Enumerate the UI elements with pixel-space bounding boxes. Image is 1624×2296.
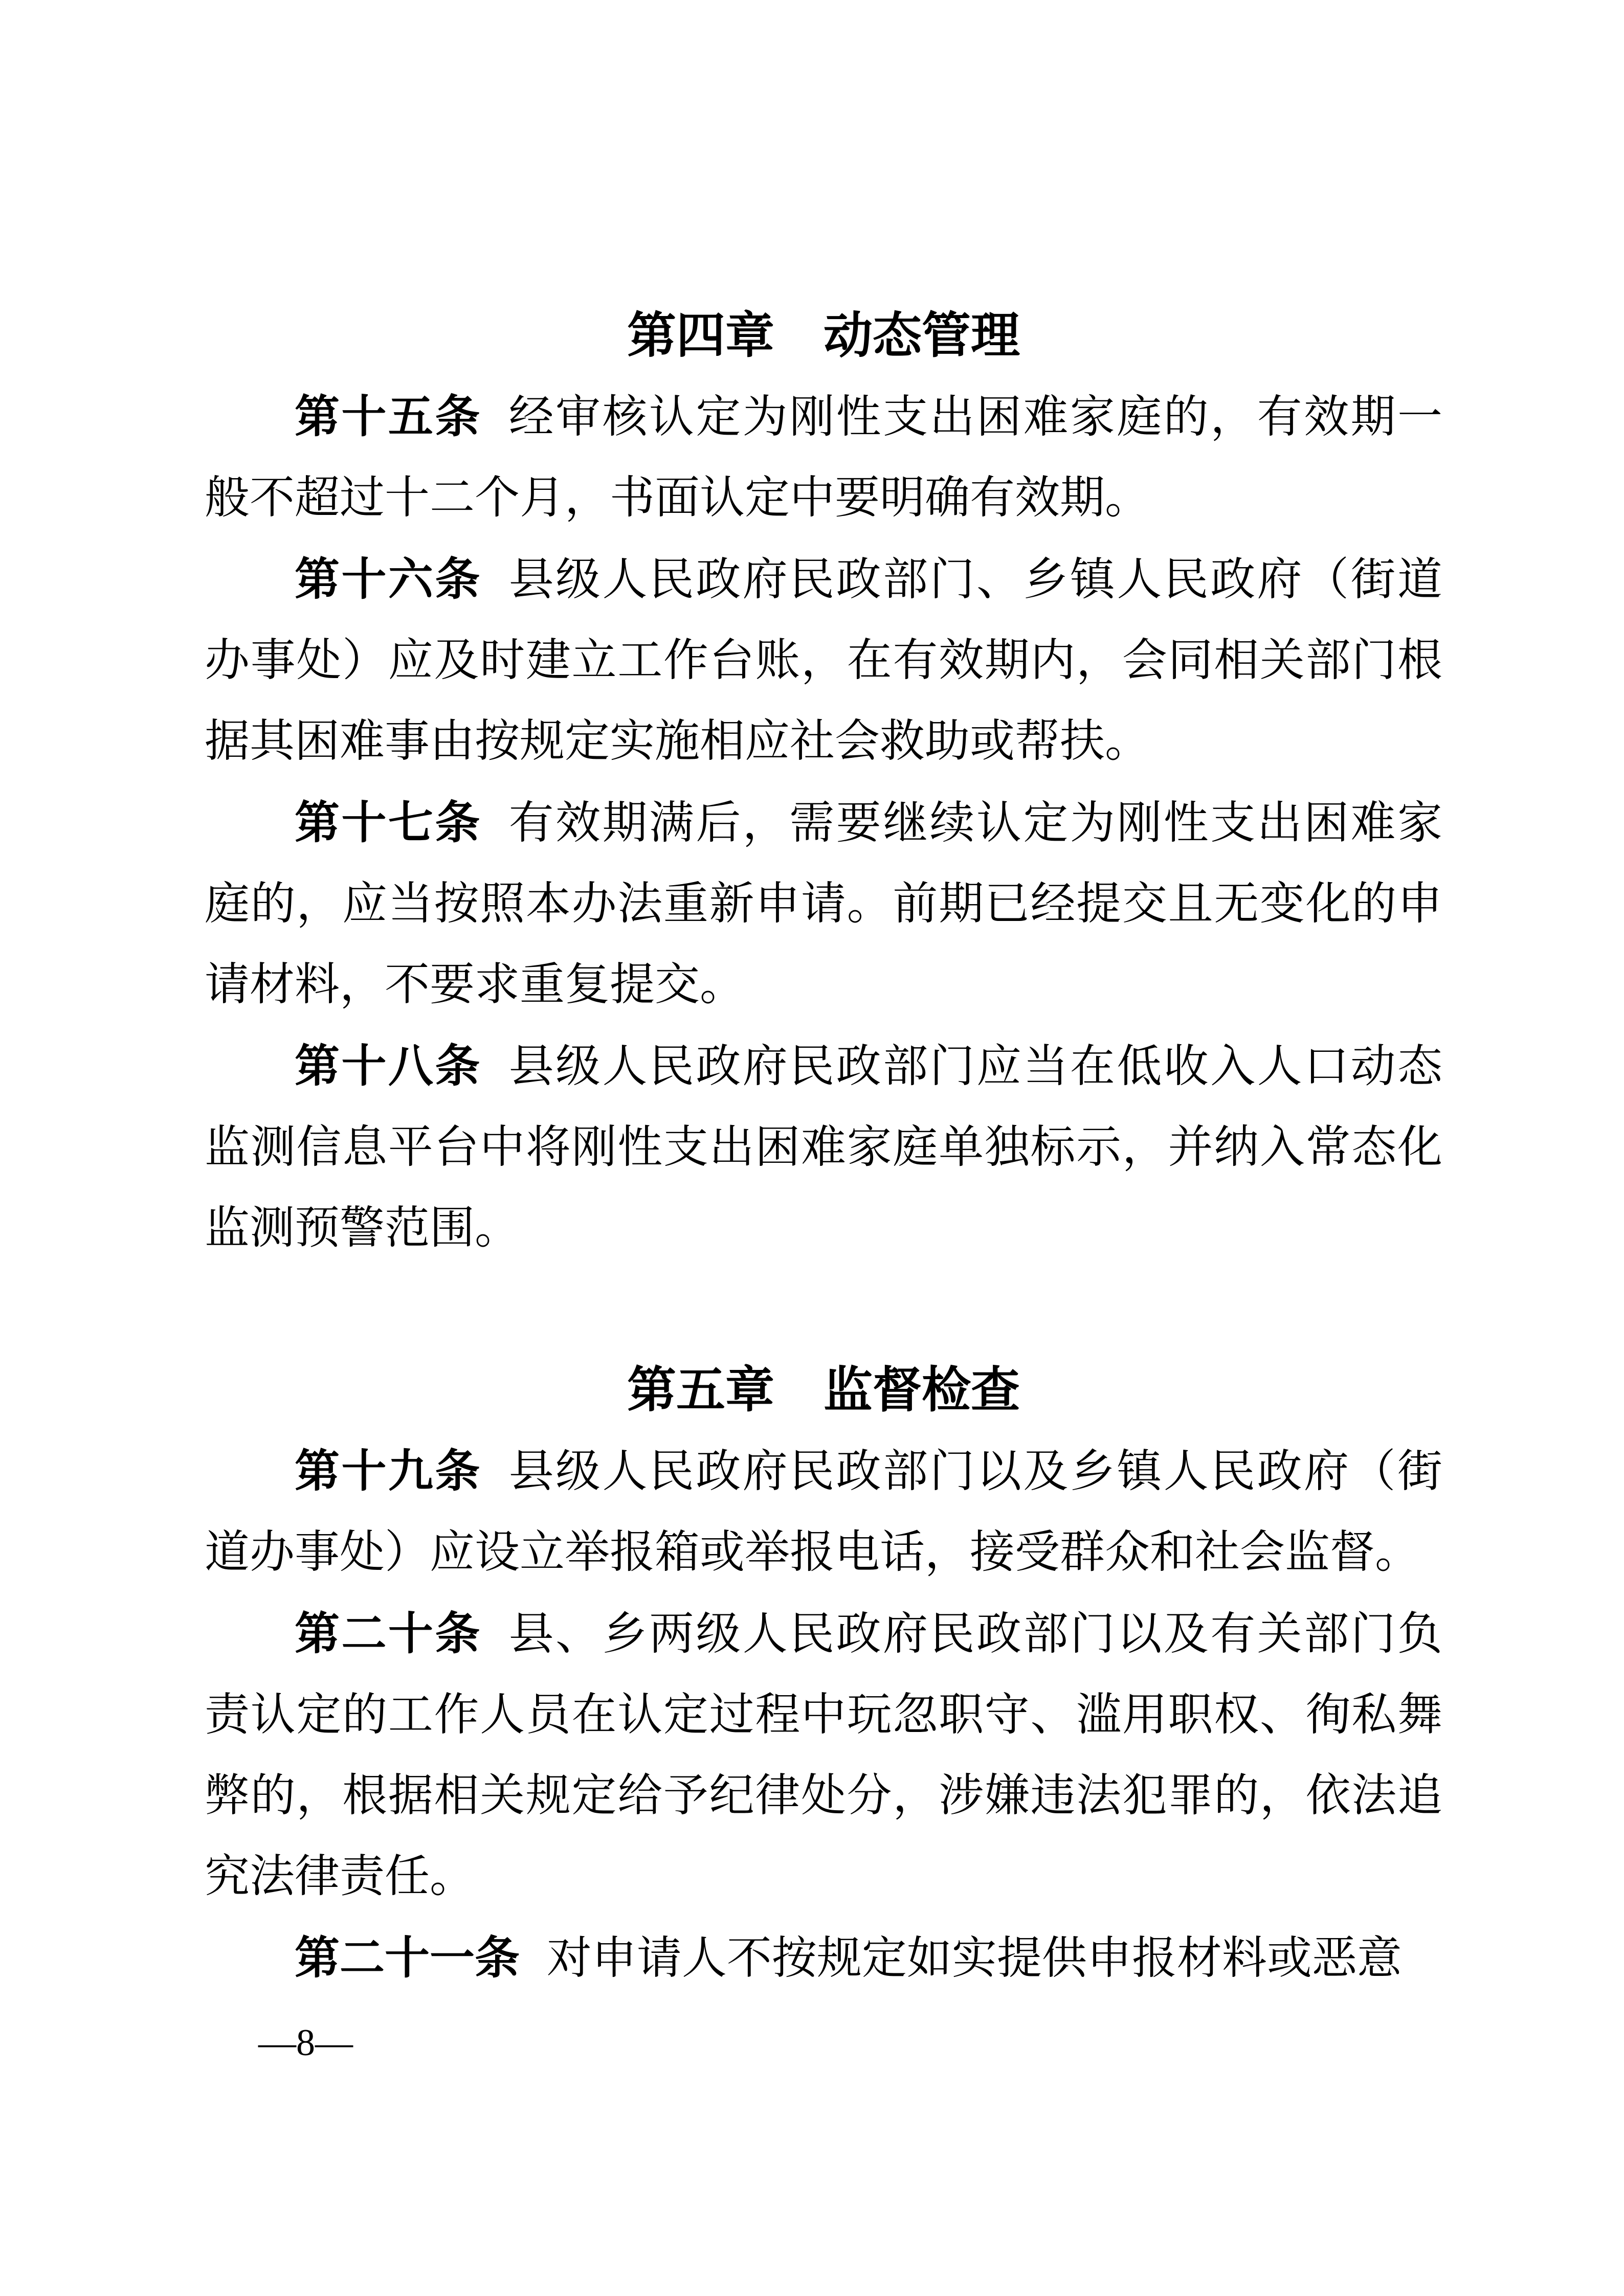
article-number: 第十五条 — [295, 391, 482, 442]
article-text: 县、乡两级人民政府民政部门以及有关部门负责认定的工作人员在认定过程中玩忽职守、滥用职权、徇私舞弊的，根据相关规定给予纪律处分，涉嫌违法犯罪的，依法追究法律责任。 — [205, 1610, 1442, 1902]
chapter-title: 监督检查 — [824, 1363, 1020, 1417]
document-content — [205, 296, 1442, 1999]
article-text: 经审核认定为刚性支出困难家庭的，有效期一般不超过十二个月，书面认定中要明确有效期。 — [205, 393, 1442, 523]
article-text: 县级人民政府民政部门应当在低收入人口动态监测信息平台中将刚性支出困难家庭单独标示，并纳入常态化监测预警范围。 — [205, 1042, 1442, 1253]
article-paragraph-21 — [205, 1918, 1442, 1999]
chapter-heading-5 — [205, 1350, 1442, 1431]
article-paragraph-17 — [205, 782, 1442, 1026]
article-text: 有效期满后，需要继续认定为刚性支出困难家庭的，应当按照本办法重新申请。前期已经提交且无变化的申请材料，不要求重复提交。 — [205, 799, 1442, 1010]
article-paragraph-18 — [205, 1026, 1442, 1269]
article-text: 对申请人不按规定如实提供申报材料或恶意 — [546, 1934, 1402, 1984]
article-paragraph-16 — [205, 539, 1442, 782]
page-number: —8— — [258, 2022, 353, 2064]
article-paragraph-19 — [205, 1431, 1442, 1593]
article-paragraph-15 — [205, 376, 1442, 539]
article-text: 县级人民政府民政部门以及乡镇人民政府（街道办事处）应设立举报箱或举报电话，接受群众和社会监督。 — [205, 1447, 1442, 1578]
article-number: 第十七条 — [295, 797, 482, 848]
chapter-heading-4 — [205, 296, 1442, 376]
chapter-title: 动态管理 — [824, 308, 1020, 363]
chapter-number: 第四章 — [627, 308, 774, 363]
article-number: 第十八条 — [295, 1041, 482, 1091]
article-number: 第十六条 — [295, 554, 482, 604]
article-number: 第二十一条 — [295, 1932, 520, 1983]
chapter-number: 第五章 — [627, 1363, 774, 1417]
article-paragraph-20 — [205, 1593, 1442, 1918]
article-text: 县级人民政府民政部门、乡镇人民政府（街道办事处）应及时建立工作台账，在有效期内，会同相关部门根据其困难事由按规定实施相应社会救助或帮扶。 — [205, 555, 1442, 767]
article-number: 第十九条 — [295, 1446, 482, 1496]
article-number: 第二十条 — [295, 1608, 482, 1659]
